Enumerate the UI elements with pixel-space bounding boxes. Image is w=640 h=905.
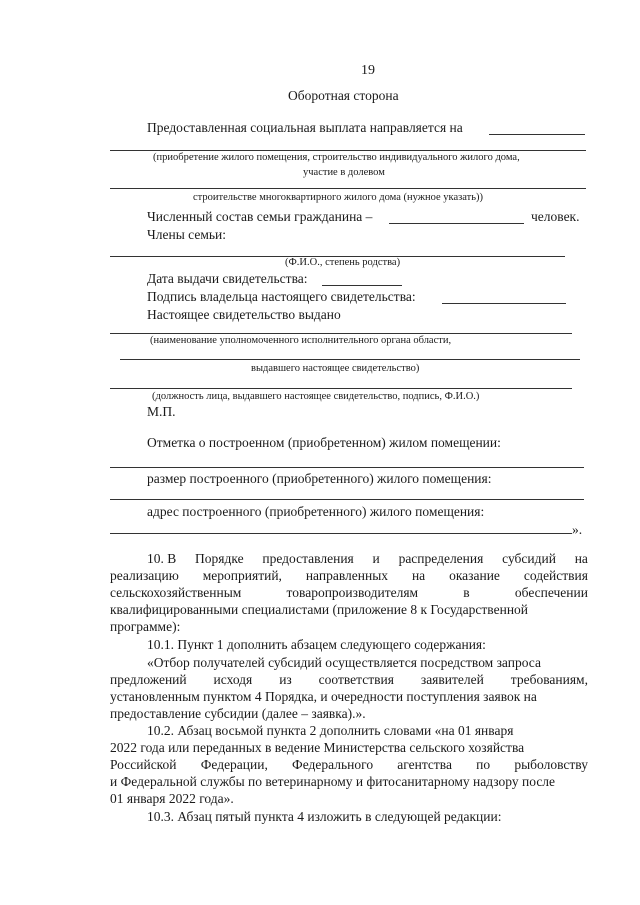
purpose-line-2: [110, 188, 586, 189]
p10-2-line-4: и Федеральной службы по ветеринарному и фитосанитарному надзору после: [110, 774, 556, 789]
p10-word: мероприятий,: [202, 568, 282, 583]
payment-direction-blank: [489, 134, 585, 135]
quote-word: требованиям,: [510, 672, 588, 687]
p10-word: 10. В: [147, 551, 177, 566]
housing-address-label: адрес построенного (приобретенного) жилого помещения:: [147, 504, 485, 519]
p10-word: субсидий: [502, 551, 556, 566]
p10-word: Порядке: [195, 551, 244, 566]
p10-2-line-5: 01 января 2022 года».: [110, 791, 234, 806]
quote-word: предложений: [110, 672, 187, 687]
p10-word: направленных: [305, 568, 389, 583]
purpose-hint-2: участие в долевом: [303, 167, 385, 178]
housing-size-label: размер построенного (приобретенного) жилого помещения:: [147, 471, 492, 486]
p10-2-word: рыболовству: [514, 757, 588, 772]
p10-word: на: [411, 568, 426, 583]
p10-2-word: Федерации,: [200, 757, 268, 772]
quote-word: из: [279, 672, 292, 687]
authority-hint-1: (наименование уполномоченного исполнительного органа области,: [150, 335, 452, 346]
owner-signature-label: Подпись владельца настоящего свидетельства:: [147, 289, 416, 304]
quote-word: исходя: [213, 672, 253, 687]
quote-word: соответствия: [318, 672, 394, 687]
housing-size-line: [110, 499, 584, 500]
p10-3: 10.3. Абзац пятый пункта 4 изложить в следующей редакции:: [147, 809, 502, 824]
purpose-hint-1: (приобретение жилого помещения, строительство индивидуального жилого дома,: [153, 152, 520, 163]
issue-date-label: Дата выдачи свидетельства:: [147, 271, 308, 286]
issue-date-blank: [322, 285, 402, 286]
authority-hint-2: выдавшего настоящее свидетельство): [251, 363, 420, 374]
p10-word: реализацию: [110, 568, 179, 583]
p10-word: в: [463, 585, 470, 600]
issuer-line-3: [110, 388, 572, 389]
p10-2-line-2: 2022 года или переданных в ведение Министерства сельского хозяйства: [110, 740, 525, 755]
p10-line-5: программе):: [110, 619, 181, 634]
p10-2-word: по: [476, 757, 491, 772]
p10-line-1: [147, 552, 588, 566]
family-size-blank: [389, 223, 524, 224]
issued-by-label: Настоящее свидетельство выдано: [147, 307, 341, 322]
p10-word: оказание: [449, 568, 500, 583]
p10-word: на: [574, 551, 588, 566]
quote-line-1: «Отбор получателей субсидий осуществляется посредством запроса: [147, 655, 541, 670]
housing-mark-label: Отметка о построенном (приобретенном) жилом помещении:: [147, 435, 501, 450]
p10-2-word: агентства: [397, 757, 452, 772]
p10-word: предоставления: [262, 551, 354, 566]
issuer-line-2: [120, 359, 580, 360]
p10-line-4: квалифицированными специалистами (приложение 8 к Государственной: [110, 602, 529, 617]
issuer-line-1: [110, 333, 572, 334]
payment-direction-label: Предоставленная социальная выплата направляется на: [147, 120, 463, 135]
housing-mark-line: [110, 467, 584, 468]
family-size-label: Численный состав семьи гражданина –: [147, 209, 373, 224]
p10-line-2: [110, 569, 588, 583]
p10-word: сельскохозяйственным: [110, 585, 242, 600]
p10-word: товаропроизводителям: [286, 585, 419, 600]
p10-2-word: Федерального: [292, 757, 374, 772]
p10-word: обеспечении: [514, 585, 588, 600]
quote-word: заявителей: [420, 672, 484, 687]
quote-line-4: предоставление субсидии (далее – заявка).».: [110, 706, 366, 721]
p10-word: и: [372, 551, 380, 566]
owner-signature-blank: [442, 303, 566, 304]
quote-line-3: установленным пунктом 4 Порядка, и очередности поступления заявок на: [110, 689, 537, 704]
p10-2-word: Российской: [110, 757, 177, 772]
page-heading: Оборотная сторона: [288, 88, 399, 103]
p10-line-3: [110, 586, 588, 600]
family-members-label: Члены семьи:: [147, 227, 226, 242]
purpose-line-1: [110, 150, 586, 151]
purpose-hint-3: строительстве многоквартирного жилого дома (нужное указать)): [193, 192, 484, 203]
p10-2-line-1: 10.2. Абзац восьмой пункта 2 дополнить словами «на 01 января: [147, 723, 514, 738]
page-number: 19: [361, 63, 375, 78]
housing-address-line: [110, 533, 572, 534]
seal-mark: М.П.: [147, 404, 176, 419]
official-hint: (должность лица, выдавшего настоящее свидетельство, подпись, Ф.И.О.): [152, 391, 480, 402]
family-members-hint: (Ф.И.О., степень родства): [285, 257, 401, 268]
form-closing: ».: [572, 522, 583, 537]
p10-2-line-3: [110, 758, 588, 772]
p10-1: 10.1. Пункт 1 дополнить абзацем следующего содержания:: [147, 637, 486, 652]
quote-line-2: [110, 673, 588, 687]
p10-word: распределения: [398, 551, 484, 566]
family-size-unit: человек.: [531, 209, 580, 224]
p10-word: содействия: [523, 568, 588, 583]
